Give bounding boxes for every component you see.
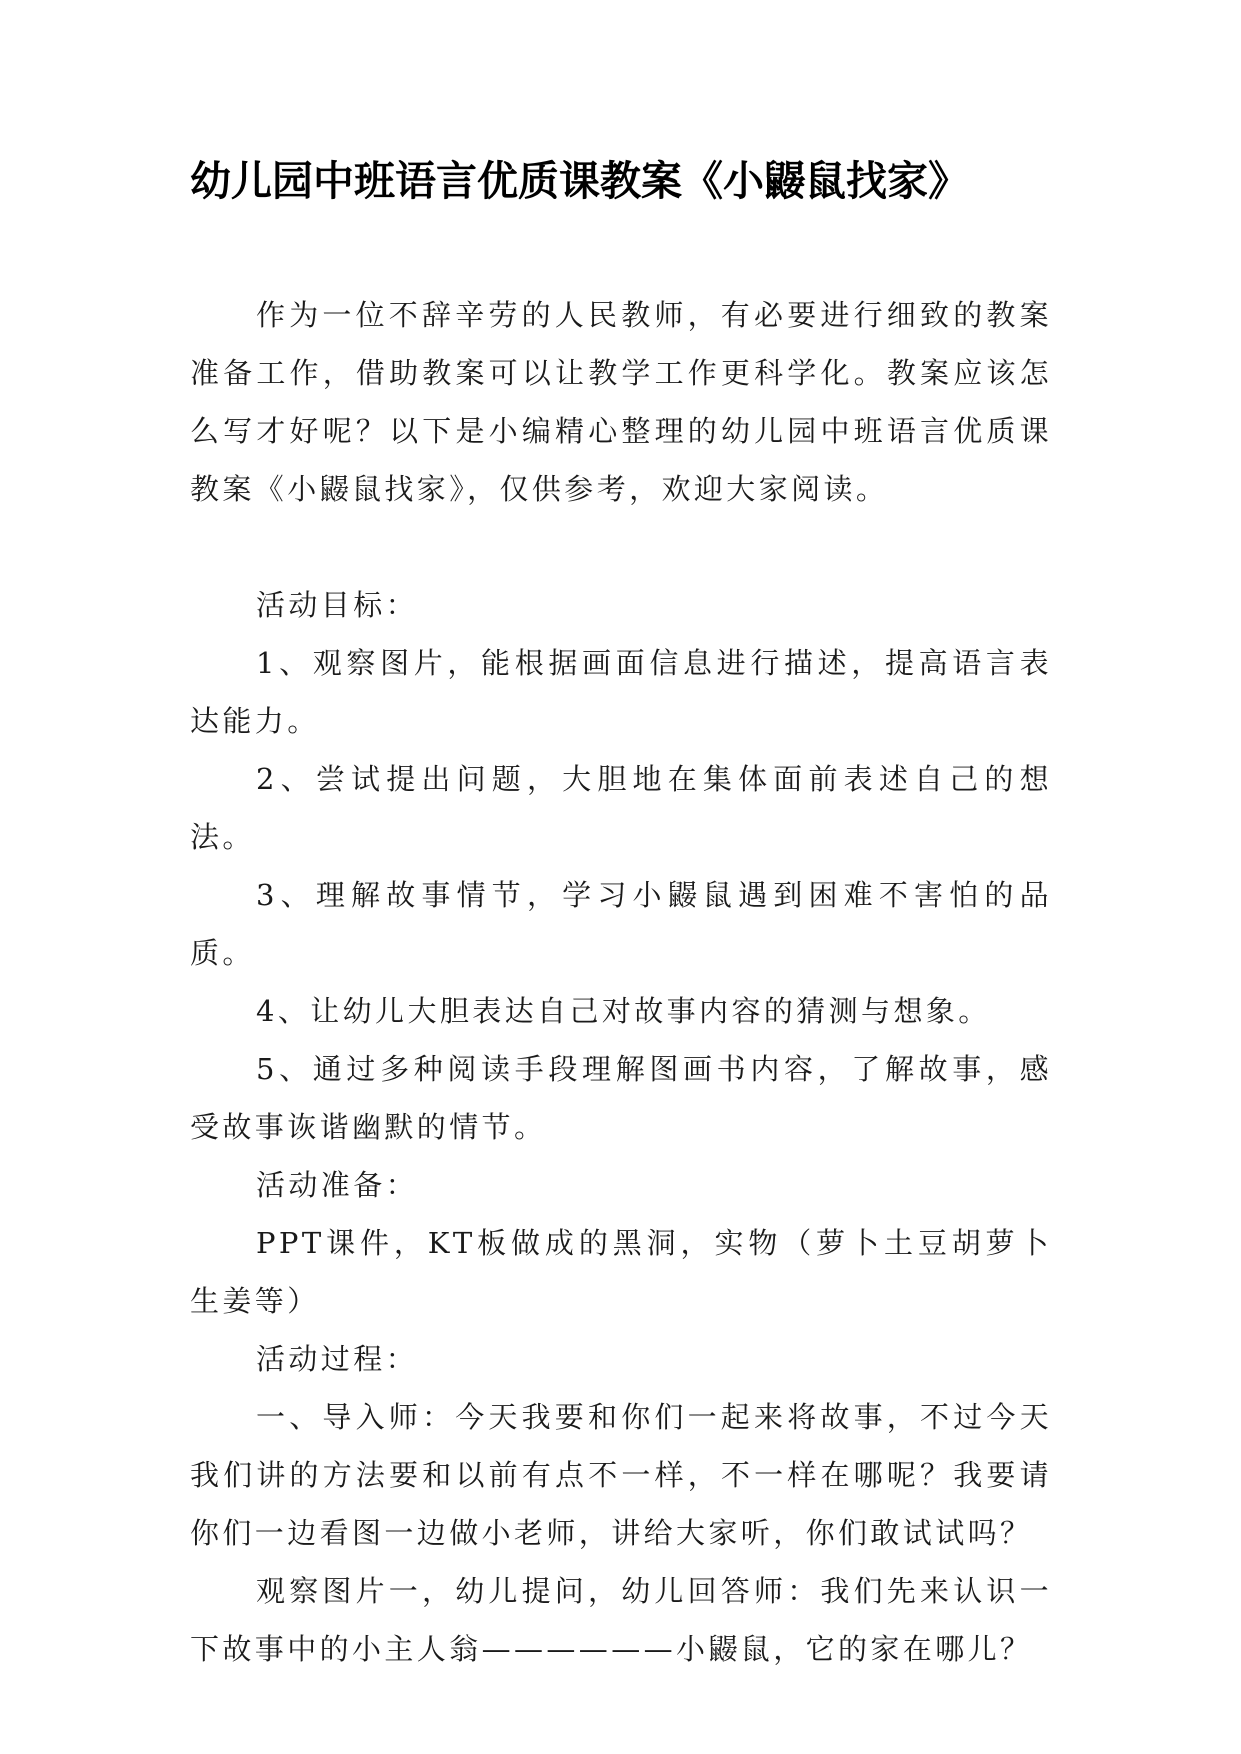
goal-item-4: 4、让幼儿大胆表达自己对故事内容的猜测与想象。 [256,994,991,1028]
goal-item-5: 5、通过多种阅读手段理解图画书内容，了解故事，感受故事诙谐幽默的情节。 [190,1052,1052,1144]
goal-item-3: 3、理解故事情节，学习小鼹鼠遇到困难不害怕的品质。 [190,878,1052,970]
section-heading-process: 活动过程： [256,1342,419,1376]
preparation-text: PPT课件，KT板做成的黑洞，实物（萝卜土豆胡萝卜生姜等） [190,1226,1052,1318]
document-title: 幼儿园中班语言优质课教案《小鼹鼠找家》 [190,157,969,205]
goal-item-2: 2、尝试提出问题，大胆地在集体面前表述自己的想法。 [190,762,1052,854]
intro-paragraph: 作为一位不辞辛劳的人民教师，有必要进行细致的教案准备工作，借助教案可以让教学工作更科学化。教案应该怎么写才好呢？以下是小编精心整理的幼儿园中班语言优质课教案《小鼹鼠找家》，仅供参考，欢迎大家阅读。 [190,298,1052,506]
process-paragraph-1: 一、导入师：今天我要和你们一起来将故事，不过今天我们讲的方法要和以前有点不一样，不一样在哪呢？我要请你们一边看图一边做小老师，讲给大家听，你们敢试试吗？ [190,1400,1052,1550]
process-paragraph-2: 观察图片一，幼儿提问，幼儿回答师：我们先来认识一下故事中的小主人翁——————小鼹鼠，它的家在哪儿？ [190,1574,1052,1666]
section-heading-goals: 活动目标： [256,588,419,622]
document-body [190,286,1052,1678]
goal-item-1: 1、观察图片，能根据画面信息进行描述，提高语言表达能力。 [190,646,1052,738]
section-heading-preparation: 活动准备： [256,1168,419,1202]
